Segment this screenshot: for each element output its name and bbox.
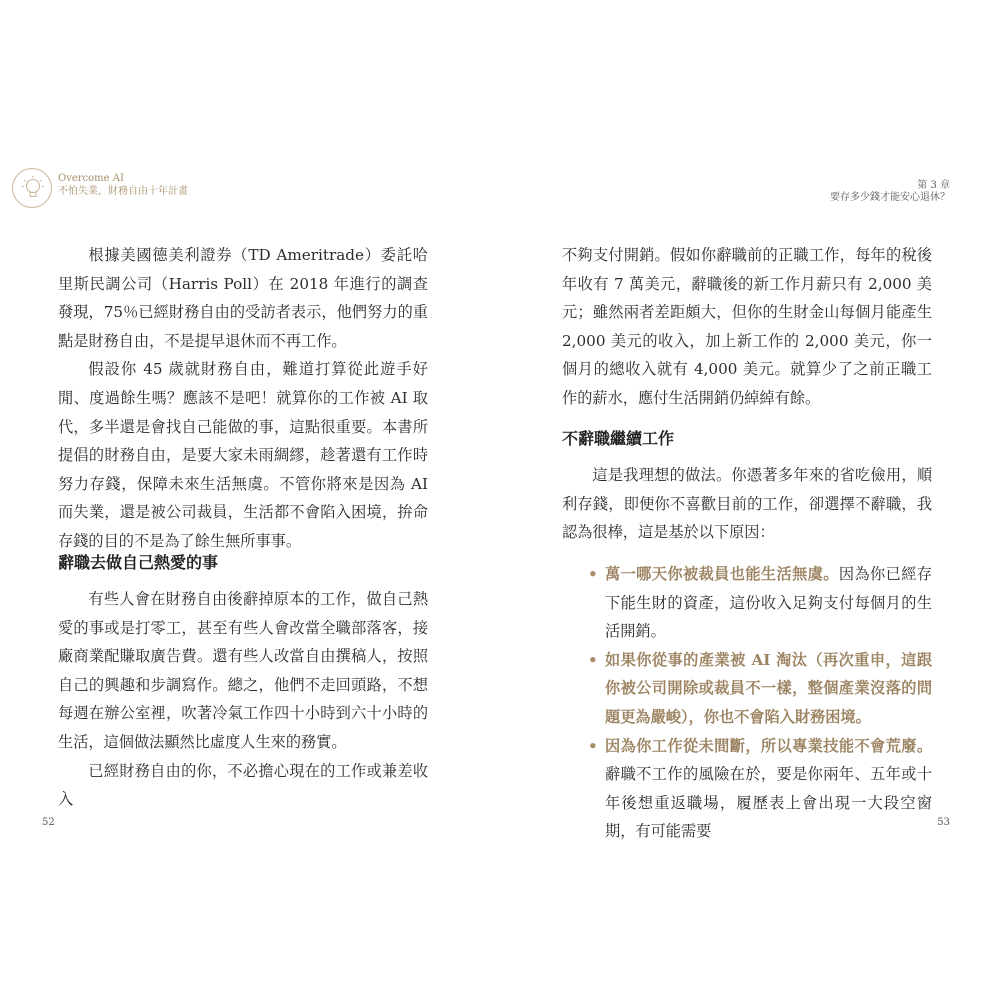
bullet-dot-icon: •: [588, 565, 598, 583]
paragraph: 根據美國德美利證券（TD Ameritrade）委託哈里斯民調公司（Harris Poll）在 2018 年進行的調查發現，75％已經財務自由的受訪者表示，他們努力的重點是財務自由，不是提早退休而不再工作。: [58, 246, 428, 350]
right-section-text: [562, 461, 932, 547]
list-item: • 如果你從事的產業被 AI 淘汰（再次重申，這跟你被公司開除或裁員不一樣，整個產業沒落的問題更為嚴峻），你也不會陷入財務困境。: [590, 646, 932, 732]
list-item: • 因為你工作從未間斷，所以專業技能不會荒廢。辭職不工作的風險在於，要是你兩年、五年或十年後想重返職場，履歷表上會出現一大段空窗期，有可能需要: [590, 732, 932, 846]
left-section-text: [58, 585, 428, 814]
list-item: • 萬一哪天你被裁員也能生活無虞。因為你已經存下能生財的資產，這份收入足夠支付每個月的生活開銷。: [590, 560, 932, 646]
book-title-zh: 不怕失業，財務自由十年計畫: [58, 186, 188, 197]
bullet-dot-icon: •: [588, 736, 598, 755]
book-title-en: Overcome AI: [58, 173, 124, 184]
bullet-list: [590, 560, 932, 846]
left-intro-text: [58, 241, 428, 556]
chapter-title: 要存多少錢才能安心退休？: [830, 192, 950, 203]
section-heading: 不辭職繼續工作: [562, 429, 675, 448]
chapter-number: 第 3 章: [917, 180, 950, 191]
right-page: [500, 0, 1000, 1000]
paragraph: 有些人會在財務自由後辭掉原本的工作，做自己熱愛的事或是打零工，甚至有些人會改當全職部落客，接廠商業配賺取廣告費。還有些人改當自由撰稿人，按照自己的興趣和步調寫作。總之，他們不走回頭路，不想每週在辦公室裡，吹著冷氣工作四十小時到六十小時的生活，這個做法顯然比虛度人生來的務實。: [58, 590, 428, 751]
paragraph: 已經財務自由的你，不必擔心現在的工作或兼差收入: [58, 761, 428, 809]
right-intro-text: [562, 241, 932, 413]
page-number: 52: [42, 817, 55, 828]
paragraph: 不夠支付開銷。假如你辭職前的正職工作，每年的稅後年收有 7 萬美元，辭職後的新工作月薪只有 2,000 美元；雖然兩者差距頗大，但你的生財金山每個月能產生 2,000 美元的收入，加上新工作的 2,000 美元，你一個月的總收入就有 4,000 美元。就算少了之前正職工作的薪水，應付生活開銷仍綽綽有餘。: [562, 246, 932, 407]
paragraph: 假設你 45 歲就財務自由，難道打算從此遊手好閒、度過餘生嗎？應該不是吧！就算你的工作被 AI 取代，多半還是會找自己能做的事，這點很重要。本書所提倡的財務自由，是要大家未雨綢繆，趁著還有工作時努力存錢，保障未來生活無虞。不管你將來是因為 AI 而失業，還是被公司裁員，生活都不會陷入困境，拚命存錢的目的不是為了餘生無所事事。: [58, 360, 428, 550]
running-header-right: [830, 180, 950, 204]
bullet-dot-icon: •: [588, 650, 598, 669]
lightbulb-icon: [12, 168, 52, 208]
page-number: 53: [937, 817, 950, 828]
paragraph: 這是我理想的做法。你憑著多年來的省吃儉用，順利存錢，即便你不喜歡目前的工作，卻選擇不辭職，我認為很棒，這是基於以下原因：: [562, 466, 932, 542]
section-heading: 辭職去做自己熱愛的事: [58, 553, 219, 572]
